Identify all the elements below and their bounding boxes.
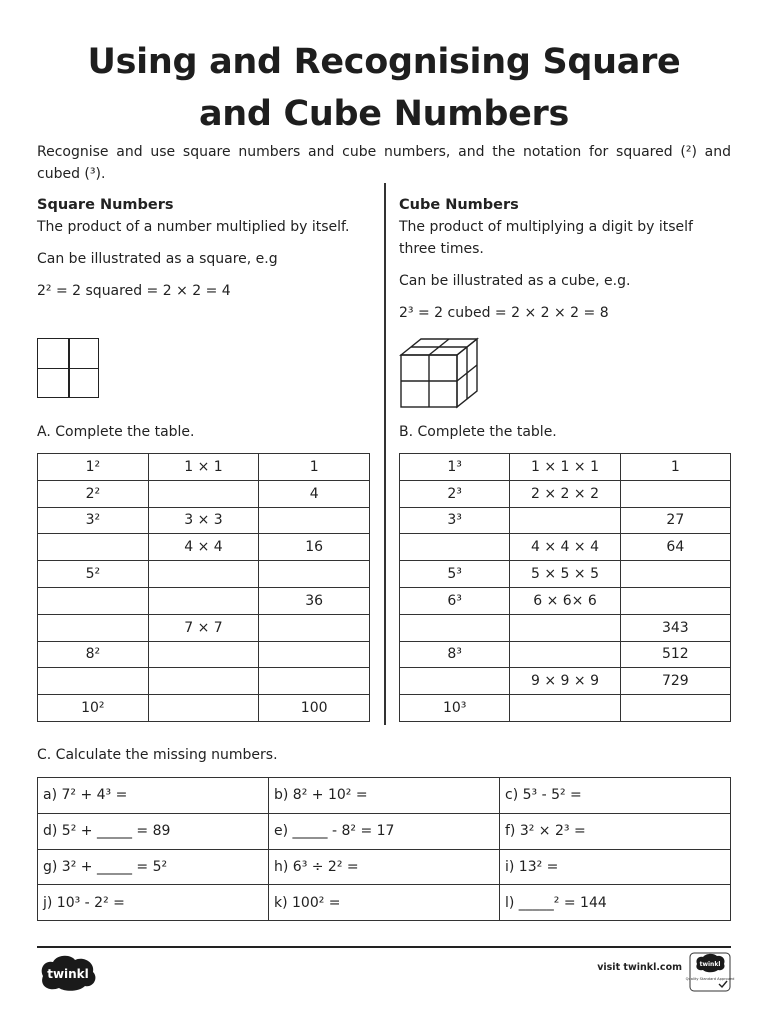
cube-table-row-cell: 6 × 6× 6	[510, 587, 620, 614]
square-illustration	[37, 338, 99, 398]
square-table-row-cell: 100	[259, 695, 370, 722]
square-table-row-cell[interactable]	[148, 668, 259, 695]
cube-table-row-cell: 10³	[400, 695, 510, 722]
cube-table-row	[400, 641, 731, 668]
task-b-label: B. Complete the table.	[399, 424, 557, 440]
square-table-row	[38, 507, 370, 534]
cube-table-row-cell: 512	[620, 641, 730, 668]
cube-illustration	[399, 335, 483, 411]
square-table-row-cell: 8²	[38, 641, 149, 668]
cube-table-row-cell: 3³	[400, 507, 510, 534]
cube-illustration-text: Can be illustrated as a cube, e.g.	[399, 273, 631, 289]
cube-heading: Cube Numbers	[399, 197, 519, 213]
cube-table-row-cell[interactable]	[620, 587, 730, 614]
square-table-row-cell[interactable]	[38, 534, 149, 561]
square-illustration-text: Can be illustrated as a square, e.g	[37, 251, 278, 267]
square-table-row	[38, 587, 370, 614]
column-divider	[384, 183, 386, 725]
square-table-row-cell: 1	[259, 454, 370, 481]
square-table-row-cell[interactable]	[148, 587, 259, 614]
square-table-row-cell: 5²	[38, 561, 149, 588]
square-table-row	[38, 695, 370, 722]
cube-table-row-cell: 9 × 9 × 9	[510, 668, 620, 695]
cube-table-row-cell: 4 × 4 × 4	[510, 534, 620, 561]
square-table-row-cell[interactable]	[259, 561, 370, 588]
title-line-2: and Cube Numbers	[198, 94, 570, 134]
square-table-row-cell[interactable]	[148, 695, 259, 722]
square-table-row-cell[interactable]	[148, 480, 259, 507]
task-c-label: C. Calculate the missing numbers.	[37, 747, 278, 763]
square-table-row	[38, 668, 370, 695]
cube-table-row-cell: 27	[620, 507, 730, 534]
cube-table-row-cell: 2³	[400, 480, 510, 507]
cube-table-row-cell: 8³	[400, 641, 510, 668]
square-table-row	[38, 454, 370, 481]
title-line-1: Using and Recognising Square	[87, 42, 681, 82]
square-example: 2² = 2 squared = 2 × 2 = 4	[37, 283, 231, 299]
square-heading: Square Numbers	[37, 197, 174, 213]
cube-table-row	[400, 587, 731, 614]
square-table-row-cell: 4	[259, 480, 370, 507]
cube-table-row	[400, 668, 731, 695]
calc-row	[38, 849, 731, 885]
square-table-row	[38, 641, 370, 668]
cube-table-row-cell: 729	[620, 668, 730, 695]
calc-row-cell: h) 6³ ÷ 2² =	[269, 849, 500, 885]
cube-table-row-cell[interactable]	[400, 614, 510, 641]
cube-section	[399, 194, 731, 324]
cube-table	[399, 453, 731, 722]
cube-table-row	[400, 507, 731, 534]
calc-row-cell: k) 100² =	[269, 885, 500, 921]
page-title	[0, 36, 768, 140]
calc-row-cell: b) 8² + 10² =	[269, 778, 500, 814]
quality-badge	[685, 952, 735, 992]
cube-table-row-cell: 1³	[400, 454, 510, 481]
cube-table-row-cell[interactable]	[620, 480, 730, 507]
calc-row-cell[interactable]: l) _____² = 144	[500, 885, 731, 921]
square-table-row-cell[interactable]	[259, 507, 370, 534]
visit-link[interactable]: visit twinkl.com	[597, 962, 682, 973]
square-table-row-cell[interactable]	[259, 614, 370, 641]
square-table-row-cell: 7 × 7	[148, 614, 259, 641]
square-table-row-cell[interactable]	[38, 614, 149, 641]
cube-table-row-cell[interactable]	[620, 695, 730, 722]
calc-row-cell: f) 3² × 2³ =	[500, 813, 731, 849]
logo-text: twinkl	[47, 967, 89, 981]
cube-table-row-cell: 5 × 5 × 5	[510, 561, 620, 588]
intro-text: Recognise and use square numbers and cube numbers, and the notation for squared (²) and cubed (³).	[37, 144, 731, 182]
calc-row	[38, 813, 731, 849]
calc-row-cell[interactable]: d) 5² + _____ = 89	[38, 813, 269, 849]
twinkl-logo	[37, 954, 99, 992]
cube-table-row-cell: 64	[620, 534, 730, 561]
cube-table-row	[400, 561, 731, 588]
cube-table-row-cell: 1	[620, 454, 730, 481]
square-table-row-cell[interactable]	[259, 668, 370, 695]
square-table-row-cell: 2²	[38, 480, 149, 507]
square-table-row-cell: 36	[259, 587, 370, 614]
footer-divider	[37, 946, 731, 948]
cube-table-row-cell[interactable]	[510, 695, 620, 722]
badge-caption: Quality Standard Approved	[685, 977, 735, 981]
cube-table-row-cell[interactable]	[400, 668, 510, 695]
cube-definition: The product of multiplying a digit by itself three times.	[399, 219, 693, 257]
square-table-row-cell: 4 × 4	[148, 534, 259, 561]
calc-row-cell: c) 5³ - 5² =	[500, 778, 731, 814]
calc-row	[38, 778, 731, 814]
square-table	[37, 453, 370, 722]
square-table-row-cell: 1 × 1	[148, 454, 259, 481]
cube-table-row-cell: 6³	[400, 587, 510, 614]
calc-row-cell[interactable]: g) 3² + _____ = 5²	[38, 849, 269, 885]
square-table-row	[38, 561, 370, 588]
cube-table-row	[400, 454, 731, 481]
cube-table-row-cell[interactable]	[510, 614, 620, 641]
square-table-row-cell[interactable]	[148, 561, 259, 588]
cube-table-row	[400, 534, 731, 561]
square-table-row-cell: 3²	[38, 507, 149, 534]
cube-table-row	[400, 695, 731, 722]
square-table-row-cell: 1²	[38, 454, 149, 481]
square-definition: The product of a number multiplied by itself.	[37, 219, 350, 235]
square-table-row	[38, 614, 370, 641]
cube-table-row	[400, 480, 731, 507]
square-table-row	[38, 534, 370, 561]
square-section	[37, 194, 369, 302]
cube-table-row-cell: 2 × 2 × 2	[510, 480, 620, 507]
square-table-row-cell[interactable]	[38, 668, 149, 695]
square-table-row-cell[interactable]	[38, 587, 149, 614]
square-table-row-cell[interactable]	[148, 641, 259, 668]
task-a-label: A. Complete the table.	[37, 424, 195, 440]
cube-table-row-cell[interactable]	[510, 507, 620, 534]
square-table-row-cell: 10²	[38, 695, 149, 722]
calculation-table	[37, 777, 731, 921]
square-table-row-cell: 16	[259, 534, 370, 561]
square-table-row-cell[interactable]	[259, 641, 370, 668]
cube-table-row-cell[interactable]	[510, 641, 620, 668]
cube-table-row-cell[interactable]	[400, 534, 510, 561]
cube-table-row-cell[interactable]	[620, 561, 730, 588]
cube-example: 2³ = 2 cubed = 2 × 2 × 2 = 8	[399, 305, 609, 321]
cube-table-row-cell: 5³	[400, 561, 510, 588]
cube-table-row-cell: 1 × 1 × 1	[510, 454, 620, 481]
badge-logo-text: twinkl	[699, 961, 721, 968]
cube-table-row-cell: 343	[620, 614, 730, 641]
calc-row-cell: j) 10³ - 2² =	[38, 885, 269, 921]
calc-row-cell: i) 13² =	[500, 849, 731, 885]
calc-row-cell[interactable]: e) _____ - 8² = 17	[269, 813, 500, 849]
calc-row	[38, 885, 731, 921]
square-table-row	[38, 480, 370, 507]
square-table-row-cell: 3 × 3	[148, 507, 259, 534]
calc-row-cell: a) 7² + 4³ =	[38, 778, 269, 814]
cube-table-row	[400, 614, 731, 641]
